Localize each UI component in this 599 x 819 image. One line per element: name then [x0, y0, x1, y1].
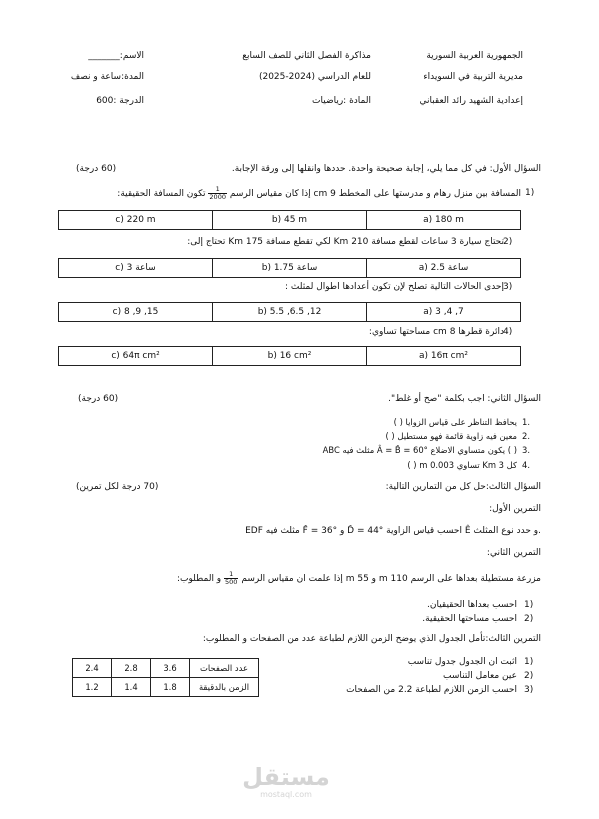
- table-row-label: عدد الصفحات: [190, 659, 259, 678]
- header-name-field: الاسم:_______: [88, 51, 144, 61]
- q2-title: السؤال الثاني: اجب بكلمة "صح أو غلط".: [388, 394, 541, 404]
- ex3-item-2-number: 2): [524, 671, 534, 681]
- option-a[interactable]: a) 2.5 ساعة: [366, 259, 520, 277]
- q1-item-3-number: 3): [503, 282, 513, 292]
- scale-fraction: $\frac{1}{500}$: [225, 570, 238, 586]
- q2-item-1-text: يحافظ التناظر على قياس الزوايا ( ): [393, 417, 517, 427]
- q1-item-1-text: المسافة بين منزل رهام و مدرستها على المخطط 9 cm إذا كان مقياس الرسم $\frac{1}{2000}$ تكون المسافة الحقيقية:: [117, 185, 521, 201]
- q1-item-1-number: 1): [525, 188, 535, 198]
- q3-title: السؤال الثالث:حل كل من التمارين التالية:: [385, 482, 541, 492]
- option-b[interactable]: b) 1.75 ساعة: [212, 259, 366, 277]
- q2-item-1-number: 1.: [522, 417, 530, 427]
- q2-item-3-number: 3.: [522, 445, 530, 455]
- q1-title: السؤال الأول: في كل مما يلي، إجابة صحيحة واحدة. حددها وانقلها إلى ورقة الإجابة.: [231, 164, 541, 174]
- option-c[interactable]: c) 64π cm²: [111, 351, 160, 361]
- q1-item-3-text: إحدى الحالات التالية تصلح لإن تكون أعدادها اطوال لمثلث :: [285, 282, 504, 292]
- q1-item-3-options: [58, 302, 521, 322]
- watermark-logo: [236, 764, 336, 799]
- ex3-item-1-text: اثبت ان الجدول جدول تناسب: [407, 657, 517, 667]
- q2-item-2-text: معين فيه زاوية قائمة فهو مستطيل ( ): [385, 431, 517, 441]
- option-a[interactable]: a) 3 ,4 ,7: [366, 303, 520, 321]
- q2-item-3-text: ABC مثلث فيه Â = B̂ = 60° يكون متساوي الاضلاع ( ): [322, 445, 517, 455]
- ex3-item-2-text: عين معامل التناسب: [443, 671, 517, 681]
- ex2-item-2-number: 2): [524, 614, 534, 624]
- ex1-title: التمرين الأول:: [489, 504, 541, 514]
- option-a[interactable]: a) 180 m: [366, 211, 520, 229]
- table-cell: 2.4: [73, 659, 112, 678]
- ex2-title: التمرين الثاني:: [486, 548, 541, 558]
- option-b[interactable]: b) 45 m: [212, 211, 366, 229]
- header-duration: المدة:ساعة و نصف: [70, 72, 144, 82]
- table-cell: 1.2: [73, 678, 112, 697]
- header-school: إعدادية الشهيد رائد العقباني: [419, 96, 523, 106]
- ex3-item-1-number: 1): [524, 657, 534, 667]
- header-directorate: مديرية التربية في السويداء: [423, 72, 523, 82]
- q2-item-4-number: 4.: [522, 460, 530, 470]
- pages-time-table: [72, 658, 259, 697]
- option-c[interactable]: c) 3 ساعة: [115, 263, 156, 273]
- table-cell: 2.8: [112, 659, 151, 678]
- table-cell: 1.4: [112, 678, 151, 697]
- option-b[interactable]: b) 16 cm²: [212, 347, 366, 365]
- header-year: للعام الدراسي (2024-2025): [258, 72, 371, 82]
- q1-item-1-options: [58, 210, 521, 230]
- table-row: [73, 678, 259, 697]
- header-exam-title: مذاكرة الفصل الثاني للصف السابع: [242, 51, 371, 61]
- q1-item-2-options: [58, 258, 521, 278]
- scale-fraction: $\frac{1}{2000}$: [209, 185, 226, 201]
- q2-item-4-text: كل 3 Km تساوي 0.003 m ( ): [407, 460, 517, 470]
- option-b[interactable]: b) 5.5 ,6.5 ,12: [212, 303, 366, 321]
- header-subject: المادة :رياضيات: [312, 96, 371, 106]
- q1-item-4-text: دائرة قطرها 8 cm مساحتها تساوي:: [368, 327, 504, 337]
- watermark-text: مستقل: [242, 763, 330, 791]
- watermark-url: mostaql.com: [260, 790, 312, 799]
- table-row-label: الزمن بالدقيقة: [190, 678, 259, 697]
- ex2-item-1-number: 1): [524, 600, 534, 610]
- q1-item-4-number: 4): [503, 327, 513, 337]
- ex2-text: مزرعة مستطيلة بعداها على الرسم 110 m و 55 m إذا علمت ان مقياس الرسم $\frac{1}{500}$ و المطلوب:: [176, 570, 541, 586]
- q2-marks: (60 درجة): [78, 394, 119, 404]
- option-c[interactable]: c) 220 m: [115, 215, 156, 225]
- ex1-text: EDF مثلث فيه F̂ = 36° و D̂ = 44° احسب قياس الزاوية Ê و حدد نوع المثلث.: [245, 526, 541, 536]
- ex3-item-3-number: 3): [524, 685, 534, 695]
- option-c[interactable]: c) 8 ,9 ,15: [112, 307, 159, 317]
- header-republic: الجمهورية العربية السورية: [426, 51, 523, 61]
- ex2-item-2-text: احسب مساحتها الحقيقية.: [422, 614, 517, 624]
- table-cell: 3.6: [151, 659, 190, 678]
- ex3-item-3-text: احسب الزمن اللازم لطباعة 2.2 من الصفحات: [346, 685, 517, 695]
- q1-marks: (60 درجة): [76, 164, 117, 174]
- ex3-title: التمرين الثالث:تأمل الجدول الذي يوضح الزمن اللازم لطباعة عدد من الصفحات و المطلوب:: [202, 634, 541, 644]
- option-a[interactable]: a) 16π cm²: [366, 347, 520, 365]
- table-row: [73, 659, 259, 678]
- q3-marks: (70 درجة لكل تمرين): [76, 482, 159, 492]
- ex2-item-1-text: احسب بعداها الحقيقيان.: [426, 600, 517, 610]
- q2-item-2-number: 2.: [522, 431, 530, 441]
- header-grade: الدرجة :600: [96, 96, 144, 106]
- q1-item-2-text: تحتاج سيارة 3 ساعات لقطع مسافة 210 Km لكي تقطع مسافة 175 Km تحتاج إلى:: [187, 237, 504, 247]
- q1-item-4-options: [58, 346, 521, 366]
- table-cell: 1.8: [151, 678, 190, 697]
- q1-item-2-number: 2): [503, 237, 513, 247]
